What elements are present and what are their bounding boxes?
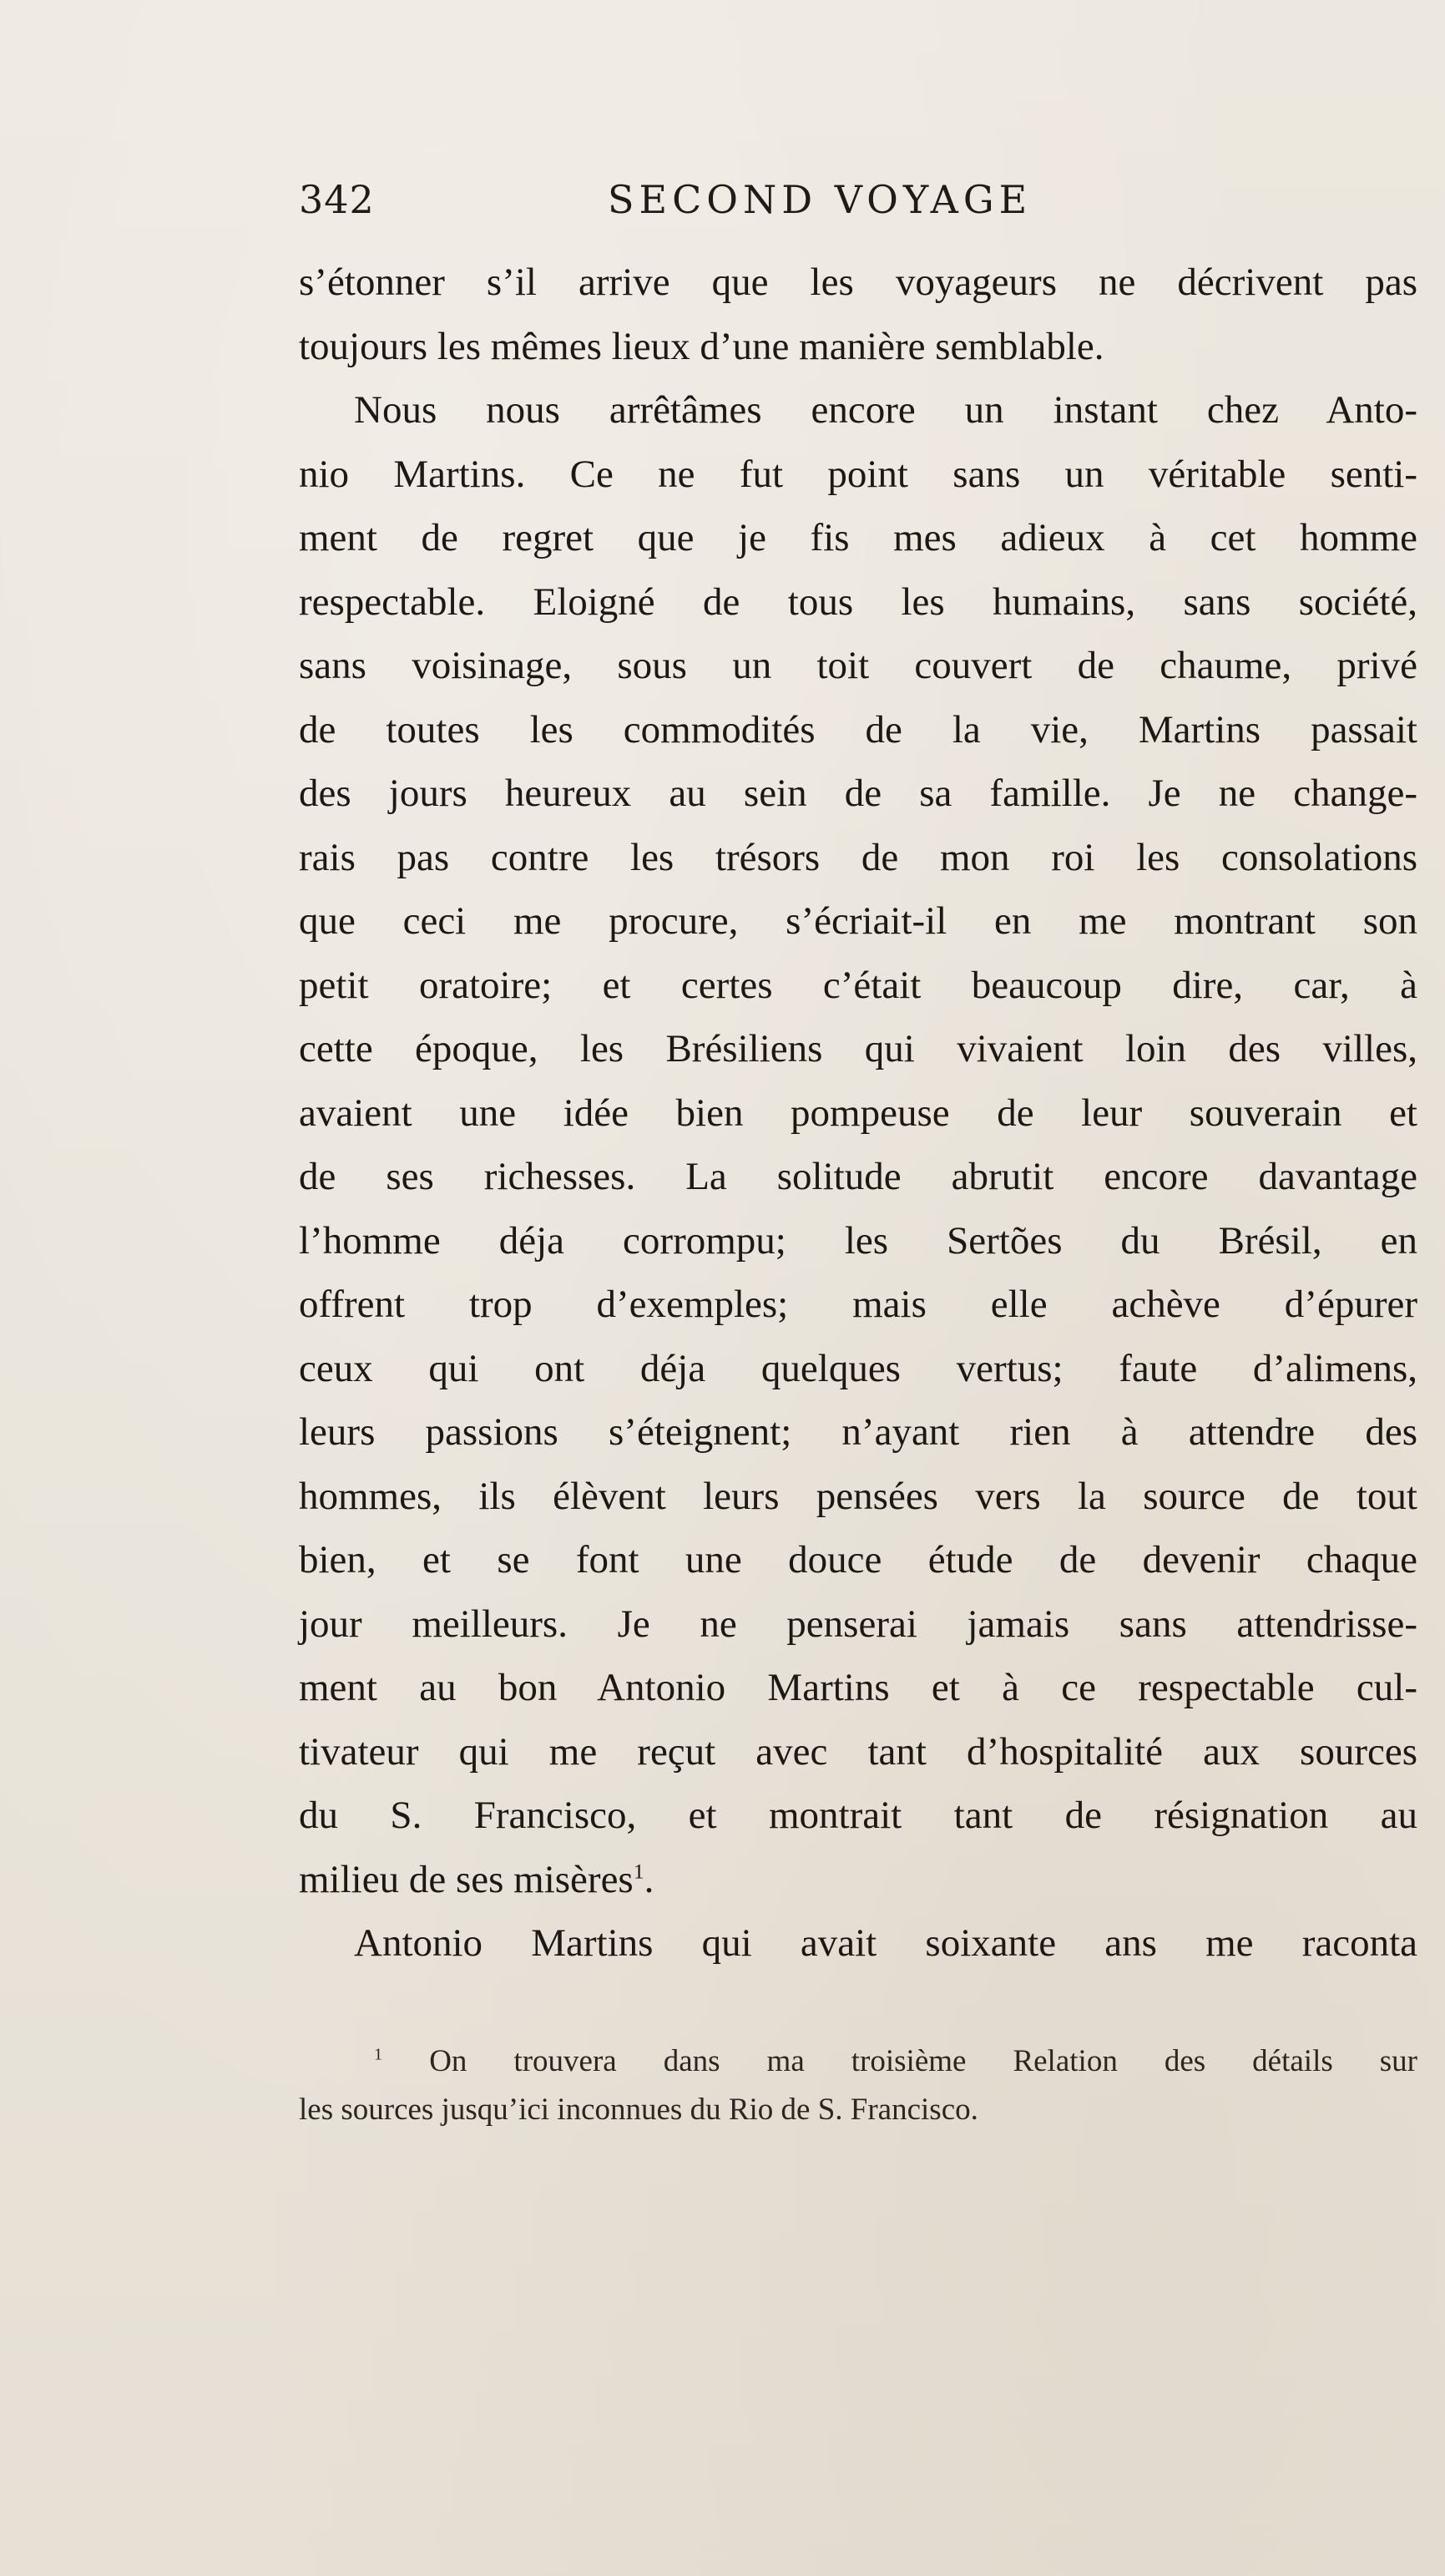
- body-line: sans voisinage, sous un toit couvert de chaume, privé: [299, 644, 1417, 687]
- body-line: jour meilleurs. Je ne penserai jamais sans attendrisse-: [299, 1602, 1417, 1646]
- body-line: Antonio Martins qui avait soixante ans me raconta: [354, 1921, 1417, 1965]
- body-line: offrent trop d’exemples; mais elle achève d’épurer: [299, 1283, 1417, 1326]
- body-line: hommes, ils élèvent leurs pensées vers la source de tout: [299, 1474, 1417, 1518]
- body-line: Nous nous arrêtâmes encore un instant chez Anto-: [354, 388, 1417, 432]
- body-line: ceux qui ont déja quelques vertus; faute d’alimens,: [299, 1346, 1417, 1390]
- body-line: nio Martins. Ce ne fut point sans un véritable senti-: [299, 452, 1417, 496]
- body-text: [299, 251, 1417, 1976]
- page-number: 342: [299, 177, 375, 222]
- body-line: leurs passions s’éteignent; n’ayant rien à attendre des: [299, 1410, 1417, 1454]
- body-line: l’homme déja corrompu; les Sertões du Brésil, en: [299, 1218, 1417, 1263]
- body-line: cette époque, les Brésiliens qui vivaient loin des villes,: [299, 1027, 1417, 1070]
- body-line: que ceci me procure, s’écriait-il en me montrant son: [299, 899, 1417, 943]
- footnote-reference: 1: [633, 1858, 644, 1883]
- body-line: respectable. Eloigné de tous les humains, sans société,: [299, 579, 1417, 624]
- body-line: petit oratoire; et certes c’était beaucoup dire, car, à: [299, 963, 1417, 1007]
- body-line: rais pas contre les trésors de mon roi les consolations: [299, 835, 1417, 879]
- footnote: [299, 2037, 1417, 2134]
- body-line: des jours heureux au sein de sa famille. Je ne change-: [299, 772, 1417, 815]
- footnote-line: [299, 2037, 1417, 2086]
- body-line: tivateur qui me reçut avec tant d’hospitalité aux sources: [299, 1729, 1417, 1774]
- page-header: [299, 167, 1417, 242]
- body-line: du S. Francisco, et montrait tant de résignation au: [299, 1794, 1417, 1837]
- body-line: de toutes les commodités de la vie, Martins passait: [299, 707, 1417, 752]
- body-line: de ses richesses. La solitude abrutit encore davantage: [299, 1155, 1417, 1198]
- body-line: milieu de ses misères$^1$.: [299, 1857, 654, 1901]
- body-line-text: milieu de ses misères: [299, 1857, 634, 1901]
- body-line: toujours les mêmes lieux d’une manière semblable.: [299, 324, 1104, 368]
- footnote-line: les sources jusqu’ici inconnues du Rio de S. Francisco.: [299, 2093, 978, 2127]
- footnote-line-text: On trouvera dans ma troisième Relation des détails sur: [429, 2044, 1417, 2078]
- footnote-marker: 1: [374, 2045, 383, 2064]
- body-line: s’étonner s’il arrive que les voyageurs ne décrivent pas: [299, 261, 1417, 304]
- body-line: ment de regret que je fis mes adieux à cet homme: [299, 516, 1417, 559]
- body-line: ment au bon Antonio Martins et à ce respectable cul-: [299, 1666, 1417, 1709]
- running-head: SECOND VOYAGE: [608, 177, 1033, 222]
- body-line: avaient une idée bien pompeuse de leur souverain et: [299, 1091, 1417, 1135]
- body-line: bien, et se font une douce étude de devenir chaque: [299, 1538, 1417, 1582]
